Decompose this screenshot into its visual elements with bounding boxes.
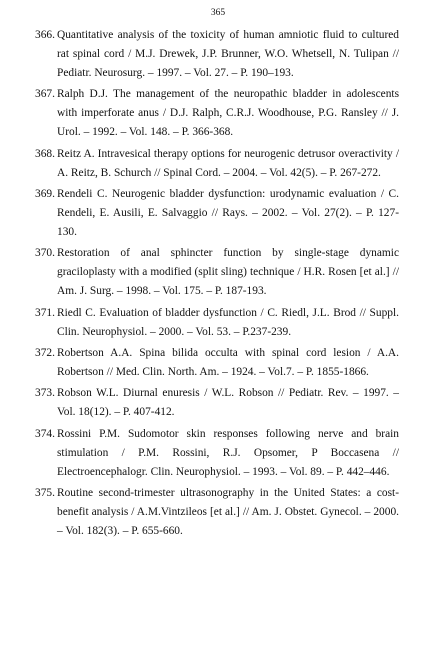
page-number: 365 <box>210 8 226 18</box>
reference-number: 370. <box>35 247 55 260</box>
reference-number: 368. <box>35 147 55 160</box>
reference-text: Robson W.L. Diurnal enuresis / W.L. Robson // Pediatr. Rev. – 1997. – Vol. 18(12). – P. 407-412. <box>57 387 399 419</box>
reference-text: Rendeli C. Neurogenic bladder dysfunction: urodynamic evaluation / C. Rendeli, E. Ausili, E. Salvaggio // Rays. – 2002. – Vol. 27(2). – P. 127-130. <box>57 188 399 238</box>
reference-item-369 <box>35 185 399 242</box>
reference-text: Quantitative analysis of the toxicity of human amniotic fluid to cultured rat spinal cord / M.J. Drewek, J.P. Brunner, W.O. Whetsell, N. Tulipan // Pediatr. Neurosurg. – 1997. – Vol. 27. – P. 190–193. <box>57 29 399 79</box>
reference-item-366 <box>35 26 399 83</box>
reference-text: Routine second-trimester ultrasonography in the United States: a cost-benefit analysis / A.M.Vintzileos [et al.] // Am. J. Obstet. Gynecol. – 2000. – Vol. 182(3). – P. 655-660. <box>57 487 399 537</box>
reference-number: 375. <box>35 487 55 500</box>
reference-item-370 <box>35 244 399 301</box>
reference-text: Reitz A. Intravesical therapy options for neurogenic detrusor overactivity / A. Reitz, B. Schurch // Spinal Cord. – 2004. – Vol. 42(5). – P. 267-272. <box>57 147 399 179</box>
reference-item-367 <box>35 85 399 142</box>
reference-item-375 <box>35 484 399 541</box>
reference-list <box>35 26 399 544</box>
reference-text: Restoration of anal sphincter function by single-stage dynamic graciloplasty with a modified (split sling) technique / H.R. Rosen [et al.] // Am. J. Surg. – 1998. – Vol. 175. – P. 187-193. <box>57 247 399 298</box>
reference-number: 366. <box>35 29 55 41</box>
reference-text: Ralph D.J. The management of the neuropathic bladder in adolescents with imperforate anus / D.J. Ralph, C.R.J. Woodhouse, P.G. Ransley // J. Urol. – 1992. – Vol. 148. – P. 366-368. <box>57 88 399 139</box>
reference-number: 369. <box>35 188 55 201</box>
reference-item-373 <box>35 384 399 422</box>
reference-number: 374. <box>35 427 55 440</box>
reference-text: Rossini P.M. Sudomotor skin responses following nerve and brain stimulation / P.M. Rossini, R.J. Opsomer, P Boccasena // Electroencephalogr. Clin. Neurophysiol. – 1993. – Vol. 89. – P. 442–446. <box>57 427 399 478</box>
reference-item-372 <box>35 344 399 382</box>
reference-number: 367. <box>35 88 55 101</box>
reference-text: Riedl C. Evaluation of bladder dysfunction / C. Riedl, J.L. Brod // Suppl. Clin. Neurophysiol. – 2000. – Vol. 53. – P.237-239. <box>57 306 399 338</box>
reference-item-368 <box>35 145 399 183</box>
reference-number: 371. <box>35 306 55 319</box>
reference-item-371 <box>35 304 399 342</box>
reference-number: 373. <box>35 387 55 400</box>
reference-item-374 <box>35 425 399 482</box>
reference-text: Robertson A.A. Spina bilida occulta with spinal cord lesion / A.A. Robertson // Med. Clin. North. Am. – 1924. – Vol.7. – P. 1855-1866. <box>57 347 399 378</box>
reference-number: 372. <box>35 347 55 360</box>
